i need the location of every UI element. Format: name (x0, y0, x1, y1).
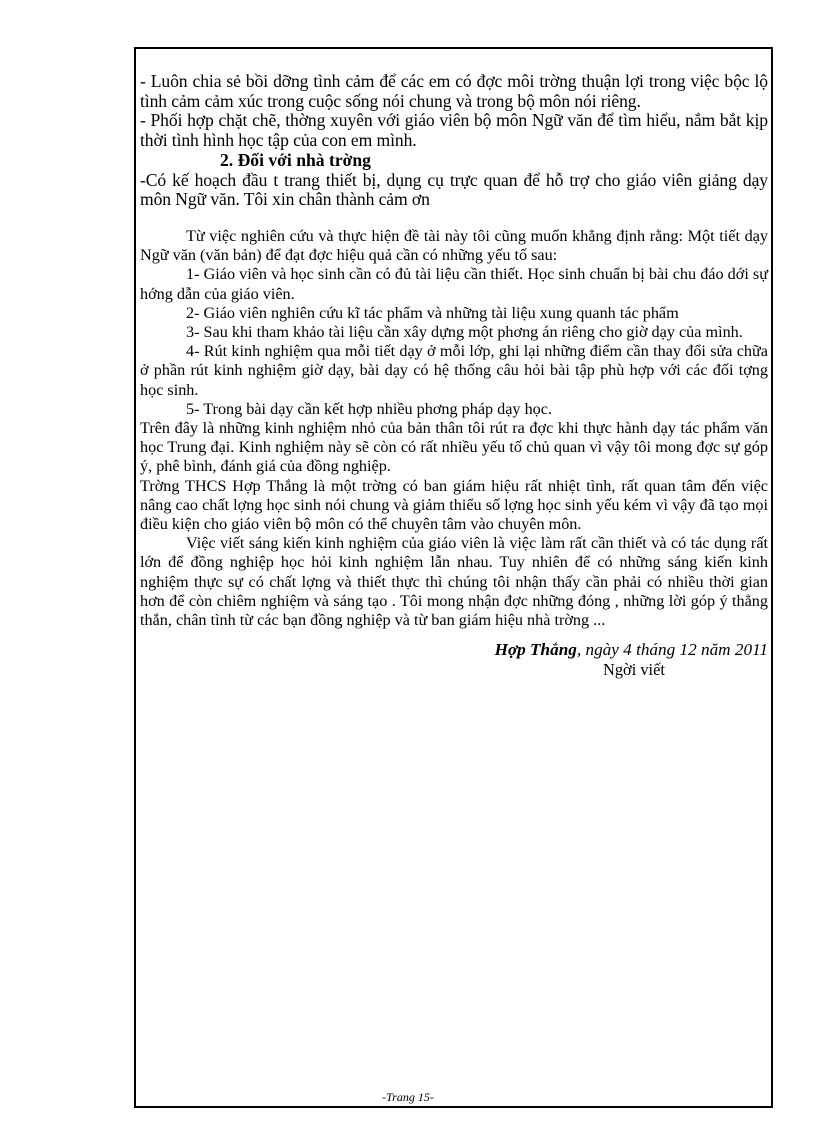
school-paragraph: -Có kế hoạch đầu t trang thiết bị, dụng cụ trực quan để hỗ trợ cho giáo viên giảng dạy môn Ngữ văn. Tôi xin chân thành cảm ơn (140, 169, 768, 210)
conclusion-item-5: 5- Trong bài dạy cần kết hợp nhiều phơng pháp dạy học. (186, 399, 552, 418)
experience-paragraph: Trên đây là những kinh nghiệm nhỏ của bản thân tôi rút ra đợc khi thực hành dạy tác phẩm văn học Trung đại. Kinh nghiệm này sẽ còn có rất nhiều yếu tố chủ quan vì vậy tôi mong đợc sự góp ý, phê bình, đánh giá của đồng nghiệp. (140, 418, 768, 476)
conclusion-item-3: 3- Sau khi tham khảo tài liệu cần xây dựng một phơng án riêng cho giờ dạy của mình. (186, 322, 743, 341)
conclusion-item-1: 1- Giáo viên và học sinh cần có đủ tài liệu cần thiết. Học sinh chuẩn bị bài chu đáo dới sự hớng dẫn của giáo viên. (140, 265, 768, 303)
conclusion-item-4: 4- Rút kinh nghiệm qua mỗi tiết dạy ở mỗi lớp, ghi lại những điểm cần thay đổi sửa chữa ở phần rút kinh nghiệm giờ dạy, bài dạy có hệ thống câu hỏi bài tập phù hợp với các đối tợng học sinh. (140, 342, 768, 399)
signature-author: Ngời viết (603, 660, 665, 680)
parents-paragraph-1: - Luôn chia sẻ bồi dỡng tình cảm để các em có đợc môi trờng thuận lợi trong việc bộc lộ tình cảm cảm xúc trong cuộc sống nói chung và trong bộ môn nói riêng. (140, 71, 768, 111)
conclusion-intro: Từ việc nghiên cứu và thực hiện đề tài này tôi cũng muốn khẳng định rằng: Một tiết dạy Ngữ văn (văn bản) để đạt đợc hiệu quả cần có những yếu tố sau: (140, 226, 768, 265)
signature-block (140, 640, 768, 680)
signature-date: , ngày 4 tháng 12 năm 2011 (576, 640, 768, 660)
school-support-paragraph: Trờng THCS Hợp Thắng là một trờng có ban giám hiệu rất nhiệt tình, rất quan tâm đến việc nâng cao chất lợng học sinh nói chung và giảm thiểu số lợng học sinh yếu kém vì vậy đã tạo mọi điều kiện cho giáo viên bộ môn có thể chuyên tâm vào chuyên môn. (140, 476, 768, 533)
spacer (140, 210, 768, 227)
parents-paragraph-2: - Phối hợp chặt chẽ, thờng xuyên với giáo viên bộ môn Ngữ văn để tìm hiểu, nắm bắt kịp thời tình hình học tập của con em mình. (140, 110, 768, 151)
school-section-heading: 2. Đối với nhà trờng (220, 149, 371, 170)
page-number: -Trang 15- (382, 1090, 434, 1104)
document-body (140, 72, 768, 680)
signature-place: Hợp Thắng (494, 640, 577, 660)
final-paragraph: Việc viết sáng kiến kinh nghiệm của giáo viên là việc làm rất cần thiết và có tác dụng rất lớn để đồng nghiệp học hỏi kinh nghiệm lẫn nhau. Tuy nhiên để có những sáng kiến kinh nghiệm thực sự có chất lợng và thiết thực thì chúng tôi nhận thấy cần phải có nhiều thời gian hơn để còn chiêm nghiệm và sáng tạo . Tôi mong nhận đợc những đóng , những lời góp ý thẳng thắn, chân tình từ các bạn đồng nghiệp và từ ban giám hiệu nhà trờng ... (140, 534, 768, 629)
conclusion-item-2: 2- Giáo viên nghiên cứu kĩ tác phẩm và những tài liệu xung quanh tác phẩm (186, 303, 679, 322)
signature-place-date (140, 640, 768, 660)
